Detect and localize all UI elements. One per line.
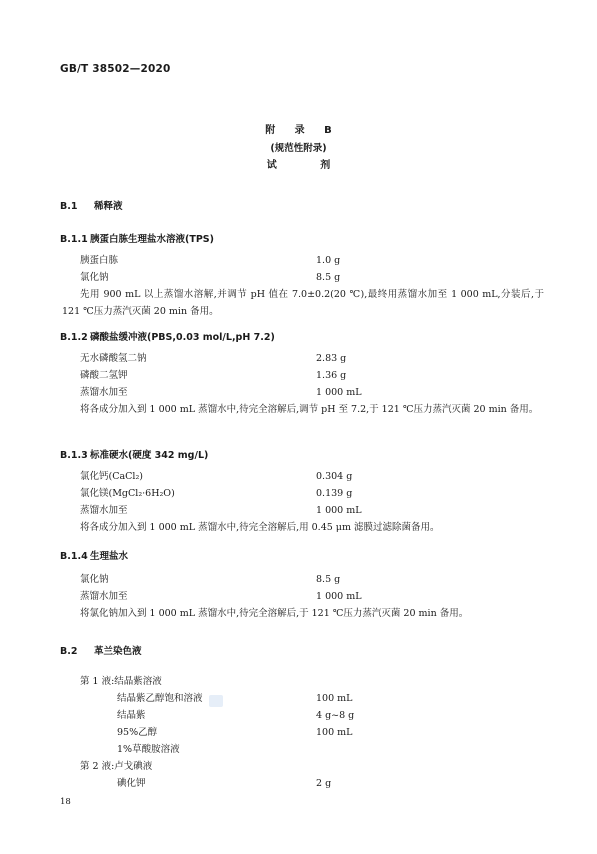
reagent-name: 95%乙醇: [117, 727, 158, 738]
reagent-row: [80, 367, 540, 384]
reagent-name: 蒸馏水加至: [80, 387, 128, 398]
reagent-amount: 100 mL: [316, 693, 353, 704]
section-title: 生理盐水: [90, 551, 129, 562]
annex-label: 附 录 B: [265, 125, 340, 136]
reagent-row: [80, 384, 540, 401]
page-number: 18: [60, 797, 71, 807]
procedure-text: 将氯化钠加入到 1 000 mL 蒸馏水中,待完全溶解后,于 121 ℃压力蒸汽灭菌 20 min 备用。: [80, 608, 469, 619]
section-number: B.1: [60, 201, 78, 212]
procedure-text: 先用 900 mL 以上蒸馏水溶解,并调节 pH 值在 7.0±0.2(20 ℃),最终用蒸馏水加至 1 000 mL,分装后,于 121 ℃压力蒸汽灭菌 20 min 备用。: [62, 289, 544, 317]
reagent-row: [117, 775, 577, 792]
reagent-row: [117, 707, 577, 724]
reagent-row: [80, 502, 540, 519]
section-b12-heading: [60, 329, 275, 343]
reagent-name: 胰蛋白胨: [80, 255, 119, 266]
reagent-name: 结晶紫: [117, 710, 146, 721]
reagent-row: [80, 571, 540, 588]
section-b1-heading: [60, 198, 123, 212]
section-number: B.2: [60, 646, 78, 657]
annex-title: [0, 122, 597, 175]
reagent-row: [80, 350, 540, 367]
reagent-amount: 1 000 mL: [316, 387, 362, 398]
reagent-name: 蒸馏水加至: [80, 591, 128, 602]
reagent-name: 氯化钙(CaCl₂): [80, 471, 143, 482]
section-title: 胰蛋白胨生理盐水溶液(TPS): [90, 234, 214, 245]
reagent-amount: 1 000 mL: [316, 591, 362, 602]
reagent-amount: 2 g: [316, 778, 332, 789]
section-number: B.1.4: [60, 551, 88, 562]
reagent-row: [117, 724, 577, 741]
annex-subject: 试 剂: [266, 160, 351, 171]
reagent-name: 结晶紫乙醇饱和溶液: [117, 693, 203, 704]
reagent-amount: 8.5 g: [316, 272, 341, 283]
reagent-name: 无水磷酸氢二钠: [80, 353, 147, 364]
reagent-amount: 1.0 g: [316, 255, 341, 266]
reagent-row: [80, 269, 540, 286]
section-b13-heading: [60, 447, 208, 461]
reagent-amount: 0.304 g: [316, 471, 353, 482]
section-title: 磷酸盐缓冲液(PBS,0.03 mol/L,pH 7.2): [90, 332, 275, 343]
reagent-amount: 8.5 g: [316, 574, 341, 585]
reagent-row: [80, 485, 540, 502]
reagent-row: [117, 741, 577, 758]
reagent-name: 蒸馏水加至: [80, 505, 128, 516]
reagent-amount: 100 mL: [316, 727, 353, 738]
reagent-row: [80, 252, 540, 269]
section-number: B.1.2: [60, 332, 88, 343]
section-number: B.1.1: [60, 234, 88, 245]
reagent-name: 氯化钠: [80, 272, 109, 283]
liquid-label: 第 2 液:卢戈碘液: [80, 761, 153, 772]
procedure-text: 将各成分加入到 1 000 mL 蒸馏水中,待完全溶解后,调节 pH 至 7.2,于 121 ℃压力蒸汽灭菌 20 min 备用。: [80, 404, 539, 415]
reagent-name: 磷酸二氢钾: [80, 370, 128, 381]
reagent-name: 氯化镁(MgCl₂·6H₂O): [80, 488, 175, 499]
reagent-amount: 1 000 mL: [316, 505, 362, 516]
reagent-row: [80, 588, 540, 605]
procedure-text: 将各成分加入到 1 000 mL 蒸馏水中,待完全溶解后,用 0.45 μm 滤膜过滤除菌备用。: [80, 522, 440, 533]
annex-type: (规范性附录): [270, 143, 327, 154]
section-title: 稀释液: [94, 201, 123, 212]
reagent-amount: 4 g~8 g: [316, 710, 355, 721]
section-b11-heading: [60, 231, 214, 245]
reagent-row: [80, 468, 540, 485]
section-b2-heading: [60, 643, 142, 657]
section-number: B.1.3: [60, 450, 88, 461]
standard-code: GB/T 38502—2020: [60, 63, 171, 75]
section-title: 革兰染色液: [94, 646, 142, 657]
reagent-name: 碘化钾: [117, 778, 146, 789]
reagent-name: 1%草酸胺溶液: [117, 744, 180, 755]
reagent-amount: 2.83 g: [316, 353, 347, 364]
reagent-amount: 0.139 g: [316, 488, 353, 499]
reagent-amount: 1.36 g: [316, 370, 347, 381]
reagent-name: 氯化钠: [80, 574, 109, 585]
section-title: 标准硬水(硬度 342 mg/L): [90, 450, 209, 461]
liquid-label: 第 1 液:结晶紫溶液: [80, 676, 162, 687]
section-b14-heading: [60, 548, 128, 562]
reagent-row: [117, 690, 577, 707]
